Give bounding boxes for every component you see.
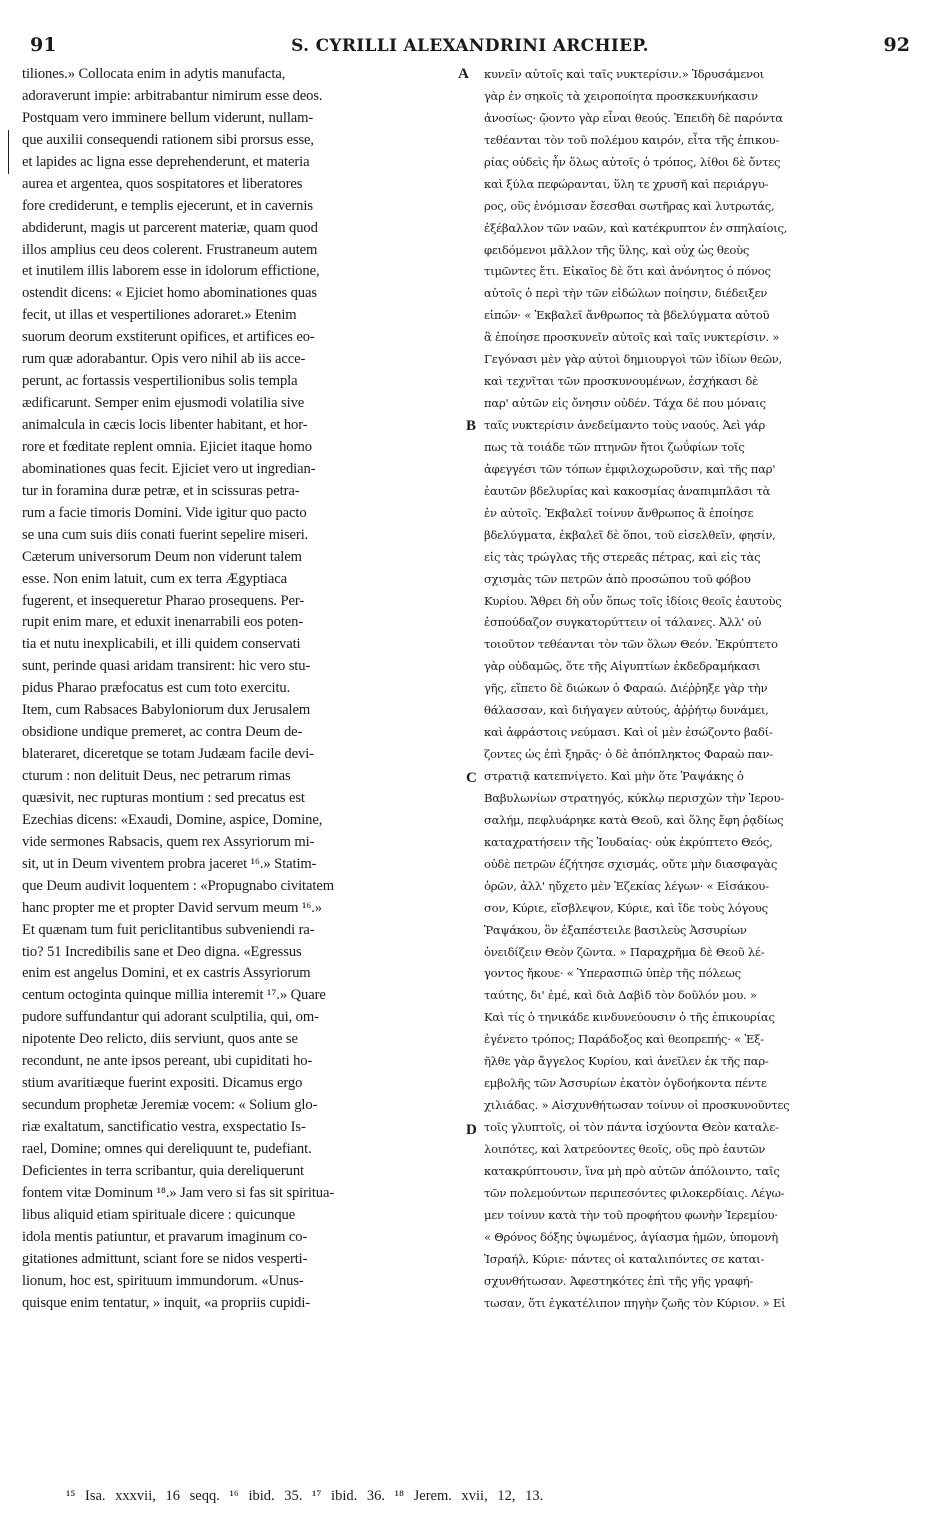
text-line: Cæterum universorum Deum non viderunt talem xyxy=(22,548,302,565)
text-line: εμβολῆς τῶν Ἀσσυρίων ἑκατὸν ὀγδοήκοντα πέντε xyxy=(484,1076,767,1091)
text-line: secundum prophetæ Jeremiæ vocem: « Solium glo- xyxy=(22,1097,318,1114)
text-line: recondunt, ne ante ipsos pereant, ubi cupiditati ho- xyxy=(22,1053,313,1070)
text-line: Καὶ τίς ὁ τηνικάδε κινδυνεύουσιν ὁ τῆς ἐπικουρίας xyxy=(484,1010,775,1025)
text-line: ἐσπούδαζον συγκατορύττειν οἱ τάλανες. Ἀλλ' οὐ xyxy=(484,615,762,630)
running-title: S. CYRILLI ALEXANDRINI ARCHIEP. xyxy=(291,36,649,56)
text-line: illos amplius ceu deos colerent. Frustraneum autem xyxy=(22,241,318,258)
text-line: ὀρῶν, ἀλλ' ηὔχετο μὲν Ἐζεκίας λέγων· « Εἰσάκου- xyxy=(484,878,769,893)
text-line: blateraret, diceretque se totam Judæam facile devi- xyxy=(22,746,314,763)
section-marker-a: A xyxy=(458,66,469,82)
text-line: βδελύγματα, ἐκβαλεῖ δὲ ὅποι, τοῦ εἰσελθεῖν, φησίν, xyxy=(484,527,776,542)
text-line: φειδόμενοι μᾶλλον τῆς ὕλης, καὶ οὐχ ὡς θεοὺς xyxy=(484,242,750,257)
text-line: τῶν πολεμούντων περιπεσόντες φιλοκερδίαις. Λέγω- xyxy=(484,1185,785,1200)
text-line: Γεγόνασι μὲν γὰρ αὐτοὶ δημιουργοὶ τῶν ἰδίων θεῶν, xyxy=(484,352,783,367)
text-line: γὰρ οὐδαμῶς, ὅτε τῆς Αἰγυπτίων ἐκδεδραμήκασι xyxy=(484,659,761,674)
text-line: τιμῶντες ἔτι. Εἰκαῖος δὲ ὅτι καὶ ἀνόνητος ὁ πόνος xyxy=(484,264,771,279)
text-line: et inutilem illis laborem esse in idolorum effictione, xyxy=(22,263,320,280)
text-line: Βαβυλωνίων στρατηγός, κύκλῳ περισχὼν τὴν Ἱερου- xyxy=(484,790,784,805)
text-line: καὶ ξύλα πεφώρανται, ὕλη τε χρυσῆ καὶ περιάργυ- xyxy=(484,176,769,191)
text-line: rael, Domine; omnes qui dereliquunt te, pudefiant. xyxy=(22,1140,312,1157)
text-line: ostendit dicens: « Ejiciet homo abominationes quas xyxy=(22,285,317,302)
text-line: que auxilii consequendi rationem sibi prorsus esse, xyxy=(22,131,314,148)
text-line: « Θρόνος δόξης ὑψωμένος, ἁγίασμα ἡμῶν, ὑπομονὴ xyxy=(484,1229,778,1244)
text-line: τοιοῦτον τεθέανται τὸν τῶν ὅλων Θεόν. Ἐκρύπτετο xyxy=(484,637,778,652)
text-line: ρος, οὓς ἐνόμισαν ἔσεσθαι σωτῆρας καὶ λυτρωτάς, xyxy=(484,198,775,213)
text-line: centum octoginta quinque millia interemit ¹⁷.» Quare xyxy=(22,987,326,1004)
text-line: θάλασσαν, καὶ διήγαγεν αὐτούς, ἀῤῥήτῳ δυνάμει, xyxy=(484,703,769,718)
text-line: τωσαν, ὅτι ἐγκατέλιπον πηγὴν ζωῆς τὸν Κύριον. » Εἰ xyxy=(484,1295,786,1310)
text-line: gitationes admittunt, sciant fore se nidos vesperti- xyxy=(22,1250,308,1267)
page-header xyxy=(26,34,914,60)
text-line: γοντος ἤκουε· « Ὑπερασπιῶ ὑπὲρ τῆς πόλεως xyxy=(484,966,741,981)
text-line: στρατιᾷ κατεπνίγετο. Καὶ μὴν ὅτε Ῥαψάκης ὁ xyxy=(484,769,744,783)
text-line: Et quænam tum fuit periclitantibus subveniendi ra- xyxy=(22,921,315,938)
text-line: et lapides ac ligna esse deprehenderunt, et materia xyxy=(22,153,310,170)
text-line: quæsivit, nec rupturas montium : sed precatus est xyxy=(22,789,305,806)
section-marker-c: C xyxy=(466,770,477,786)
text-line: aurea et argentea, quos sospitatores et liberatores xyxy=(22,175,303,192)
text-line: fore crediderunt, e templis ejecerunt, et in cavernis xyxy=(22,197,313,214)
text-line: tia et nutu inexplicabili, et illi quidem conservati xyxy=(22,636,301,653)
text-line: τεθέανται τὸν τοῦ πολέμου καιρόν, εἶτα τῆς ἐπικου- xyxy=(484,132,780,147)
text-line: Postquam vero imminere bellum viderunt, nullam- xyxy=(22,109,314,126)
margin-bracket xyxy=(8,130,15,174)
text-line: γῆς, εἵπετο δὲ διώκων ὁ Φαραώ. Διέῤῥηξε γὰρ τὴν xyxy=(484,681,768,696)
text-line: pudore suffundantur qui adorant sculptilia, qui, om- xyxy=(22,1009,319,1026)
text-line: ἐξέβαλλον τῶν ναῶν, καὶ κατέκρυπτον ἐν σπηλαίοις, xyxy=(484,220,788,235)
text-line: σαλήμ, πεφλυάρηκε κατὰ Θεοῦ, καὶ ὅλης ἔφη ῥᾳδίως xyxy=(484,812,784,827)
text-line: καταχρατήσειν τῆς Ἰουδαίας· οὐκ ἐκρύπτετο Θεός, xyxy=(484,834,773,849)
text-line: ἑαυτῶν βδελυρίας καὶ κακοσμίας ἀναπιμπλᾶσι τὰ xyxy=(484,483,771,498)
text-line: ædificarunt. Semper enim ejusmodi volatilia sive xyxy=(22,395,305,412)
text-line: pidus Pharao præfocatus est cum toto exercitu. xyxy=(22,680,291,697)
text-line: σχυνθήτωσαν. Ἀφεστηκότες ἐπὶ τῆς γῆς γραφή- xyxy=(484,1273,754,1288)
text-line: adoraverunt impie: arbitrabantur nimirum esse deos. xyxy=(22,87,323,104)
greek-text-column xyxy=(484,64,918,1314)
text-line: enim est angelus Domini, et ex castris Assyriorum xyxy=(22,965,311,982)
text-line: χιλιάδας. » Αἰσχυνθήτωσαν τοίνυν οἱ προσκυνοῦντες xyxy=(484,1098,790,1113)
text-line: ἐγένετο τρόπος; Παράδοξος καὶ θεοπρεπής· « Ἐξ- xyxy=(484,1032,764,1047)
text-line: sit, ut in Deum viventem probra jaceret ¹⁶.» Statim- xyxy=(22,855,317,872)
text-line: hanc propter me et propter David servum meum ¹⁶.» xyxy=(22,899,322,916)
text-line: Item, cum Rabsaces Babyloniorum dux Jerusalem xyxy=(22,702,311,719)
text-line: abominationes quas fecit. Ejiciet vero ut ingredian- xyxy=(22,460,316,477)
text-line: ἃ ἐποίησε προσκυνεῖν αὐτοῖς καὶ ταῖς νυκτερίσιν. » xyxy=(484,330,780,345)
text-line: obsidione undique premeret, ac contra Deum de- xyxy=(22,724,303,741)
page-number-right: 92 xyxy=(883,34,910,56)
text-line: αὐτοῖς ὁ περὶ τὴν τῶν εἰδώλων ποίησιν, διέδειξεν xyxy=(484,286,768,301)
text-line: fontem vitæ Dominum ¹⁸.» Jam vero si fas sit spiritua- xyxy=(22,1184,335,1201)
text-line: perunt, ac fortassis vespertilionibus solis templa xyxy=(22,373,298,390)
text-line: ταῖς νυκτερίσιν ἀνεδείμαντο τοὺς ναούς. Ἀεὶ γάρ xyxy=(484,418,766,432)
text-line: riæ exaltatum, sanctificatio vestra, exspectatio Is- xyxy=(22,1119,306,1135)
section-marker-b: B xyxy=(466,418,477,434)
text-line: ἀφεγγέσι τῶν τόπων ἐμφιλοχωροῦσιν, καὶ τῆς παρ' xyxy=(484,461,776,476)
text-line: σον, Κύριε, εἴσβλεψον, Κύριε, καὶ ἴδε τοὺς λόγους xyxy=(484,900,768,915)
text-line: Deficientes in terra scribantur, quia dereliquerunt xyxy=(22,1162,305,1179)
text-line: λοιπότες, καὶ λατρεύοντες θεοῖς, οὓς πρὸ ἑαυτῶν xyxy=(484,1141,766,1156)
text-line: rum a facie timoris Domini. Vide igitur quo pacto xyxy=(22,504,307,521)
text-line: ὀνειδίζειν Θεὸν ζῶντα. » Παραχρῆμα δὲ Θεοῦ λέ- xyxy=(484,944,765,959)
text-line: ρίας οὐδεὶς ἦν ὅλως αὐτοῖς ὁ τρόπος, λίθοι δὲ ὄντες xyxy=(484,154,781,169)
text-line: πως τὰ τοιάδε τῶν πτηνῶν ἤτοι ζωΰφίων τοῖς xyxy=(484,439,745,454)
footnotes: ¹⁵ Isa. xxxvii, 16 seqq. ¹⁶ ibid. 35. ¹⁷ ibid. 36. ¹⁸ Jerem. xvii, 12, 13. xyxy=(66,1488,544,1504)
text-line: que Deum audivit loquentem : «Propugnabo civitatem xyxy=(22,877,334,894)
text-line: ζοντες ὡς ἐπὶ ξηρᾶς· ὁ δὲ ἀπόπληκτος Φαραὼ παν- xyxy=(484,747,773,762)
text-line: κατακρύπτουσιν, ἵνα μὴ πρὸ αὐτῶν ἀπόλοιντο, ταῖς xyxy=(484,1163,780,1178)
text-line: fecit, ut illas et vespertiliones adoraret.» Etenim xyxy=(22,307,297,324)
text-line: tio? 51 Incredibilis sane et Deo digna. «Egressus xyxy=(22,943,302,960)
text-line: rore et fœditate replent omnia. Ejiciet itaque homo xyxy=(22,438,312,455)
text-line: animalcula in cæcis locis libenter habitant, et hor- xyxy=(22,417,308,433)
text-line: Κυρίου. Ἄθρει δὴ οὖν ὅπως τοῖς ἰδίοις θεοῖς ἑαυτοὺς xyxy=(484,593,782,608)
section-marker-d: D xyxy=(466,1122,477,1138)
text-line: tiliones.» Collocata enim in adytis manufacta, xyxy=(22,66,286,82)
text-line: esse. Non enim latuit, cum ex terra Ægyptiaca xyxy=(22,570,287,587)
text-line: suorum deorum exstiterunt opifices, et artifices eo- xyxy=(22,329,315,346)
page-number-left: 91 xyxy=(30,34,57,56)
latin-text-column xyxy=(22,64,458,1314)
text-line: sunt, perinde quasi aridam transirent: hic vero stu- xyxy=(22,658,311,675)
text-line: καὶ ἀφράστοις νεύμασι. Καὶ οἱ μὲν ἐσώζοντο βαδί- xyxy=(484,725,773,740)
text-line: ταύτης, δι' ἐμέ, καὶ διὰ Δαβὶδ τὸν δοῦλόν μου. » xyxy=(484,988,757,1003)
text-line: se una cum suis diis conati fuerint sepelire miseri. xyxy=(22,526,309,543)
text-line: cturum : non delituit Deus, nec petrarum rimas xyxy=(22,768,291,784)
text-line: ἐν αὐτοῖς. Ἐκβαλεῖ τοίνυν ἄνθρωπος ἃ ἐποίησε xyxy=(484,505,754,520)
text-line: εἰπών· « Ἐκβαλεῖ ἄνθρωπος τὰ βδελύγματα αὐτοῦ xyxy=(484,308,770,323)
text-line: παρ' αὐτῶν εἰς ὄνησιν οὐδέν. Τάχα δέ που μόναις xyxy=(484,396,766,411)
text-line: μεν τοίνυν κατὰ τὴν τοῦ προφήτου φωνὴν Ἱερεμίου· xyxy=(484,1207,778,1222)
text-line: vide sermones Rabsacis, quem rex Assyriorum mi- xyxy=(22,833,315,850)
text-line: καὶ τεχνῖται τῶν προσκυνουμένων, ἐσχήκασι δὲ xyxy=(484,374,759,389)
text-line: libus aliquid etiam spirituale dicere : quicunque xyxy=(22,1206,296,1223)
text-line: tur in foramina duræ petræ, et in scissuras petra- xyxy=(22,482,300,499)
text-line: fugerent, et insequeretur Pharao prosequens. Per- xyxy=(22,592,305,609)
text-line: ἀνοσίως· ᾤοντο γὰρ εἶναι θεούς. Ἐπειδὴ δὲ παρόντα xyxy=(484,110,783,125)
text-line: quisque enim tentatur, » inquit, «a propriis cupidi- xyxy=(22,1294,311,1311)
text-line: stium avaritiæque fuerint expositi. Dicamus ergo xyxy=(22,1075,303,1092)
text-line: idola mentis patiuntur, et pravarum imaginum co- xyxy=(22,1228,308,1245)
text-line: abdiderunt, magis ut parcerent materiæ, quam quod xyxy=(22,219,318,236)
text-line: τοῖς γλυπτοῖς, οἱ τὸν πάντα ἰσχύοντα Θεὸν καταλε- xyxy=(484,1120,779,1134)
text-line: rum quæ adorabantur. Opis vero nihil ab iis acce- xyxy=(22,351,306,368)
text-line: lionum, hoc est, spirituum immundorum. «Unus- xyxy=(22,1272,304,1289)
text-line: γὰρ ἐν σηκοῖς τὰ χειροποίητα προσκεκυνήκασιν xyxy=(484,88,758,103)
text-line: ῆλθε γὰρ ἄγγελος Κυρίου, καὶ ἀνεῖλεν ἐκ τῆς παρ- xyxy=(484,1054,769,1069)
text-line: εἰς τὰς τρώγλας τῆς στερεᾶς πέτρας, καὶ εἰς τὰς xyxy=(484,549,761,564)
text-line: Ezechias dicens: «Exaudi, Domine, aspice, Domine, xyxy=(22,811,323,828)
text-line: οὐδὲ πετρῶν ἐζήτησε σχισμάς, οὔτε μὴν διασφαγὰς xyxy=(484,856,778,871)
text-line: Ἰσραήλ, Κύριε· πάντες οἱ καταλιπόντες σε καται- xyxy=(484,1251,765,1266)
text-line: nipotente Deo relicto, diis serviunt, quos ante se xyxy=(22,1031,298,1048)
text-line: rupit enim mare, et eduxit inenarrabili eos poten- xyxy=(22,614,304,631)
text-line: σχισμὰς τῶν πετρῶν ἀπὸ προσώπου τοῦ φόβου xyxy=(484,571,751,586)
text-line: κυνεῖν αὐτοῖς καὶ ταῖς νυκτερίσιν.» Ἱδρυσάμενοι xyxy=(484,67,764,81)
text-line: Ῥαψάκου, ὃν ἐξαπέστειλε βασιλεὺς Ἀσσυρίων xyxy=(484,922,747,937)
